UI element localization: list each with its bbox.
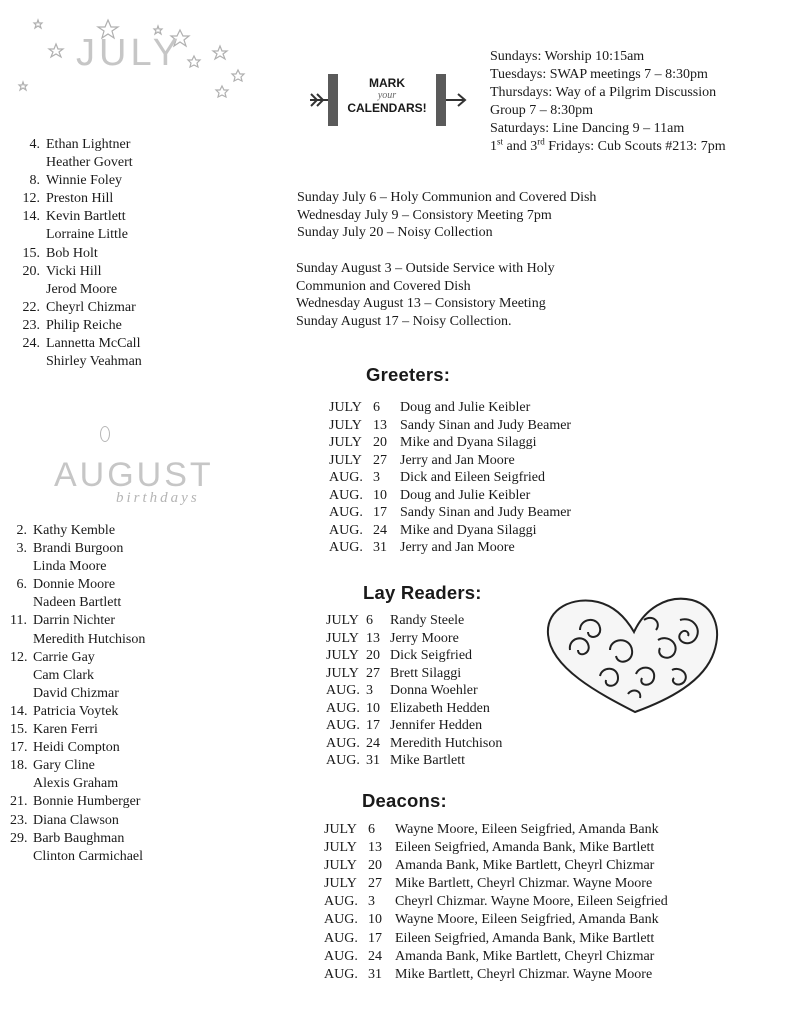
schedule-month: JULY (324, 858, 357, 874)
schedule-names: Mike Bartlett (390, 753, 466, 768)
schedule-row (324, 839, 668, 857)
event-line: Sunday August 17 – Noisy Collection. (296, 313, 512, 329)
event-line: Communion and Covered Dish (296, 278, 471, 294)
schedule-sundays: Sundays: Worship 10:15am (490, 49, 645, 64)
birthday-name: Vicki Hill (46, 263, 102, 279)
birthday-day (10, 631, 27, 649)
birthday-day: 4. (29, 137, 40, 152)
schedule-row (329, 539, 571, 557)
schedule-month: AUG. (326, 735, 360, 751)
fridays-sup-st: st (497, 136, 504, 147)
schedule-month: JULY (324, 876, 357, 892)
schedule-row (326, 630, 502, 648)
birthday-name: Preston Hill (46, 191, 114, 207)
birthday-row (18, 281, 142, 299)
schedule-month: AUG. (326, 683, 360, 698)
birthday-row (10, 739, 145, 757)
schedule-day: 20 (368, 858, 382, 874)
schedule-names: Dick Seigfried (390, 648, 473, 663)
schedule-day: 10 (366, 700, 380, 716)
schedule-day: 24 (368, 948, 382, 964)
birthday-row (10, 685, 145, 703)
event-line: Wednesday August 13 – Consistory Meeting (296, 296, 546, 311)
birthday-name: Ethan Lightner (46, 137, 131, 152)
birthday-name: Cam Clark (33, 667, 95, 683)
birthday-row (10, 522, 145, 540)
schedule-month: JULY (326, 613, 359, 628)
birthday-name: Donnie Moore (33, 577, 116, 593)
schedule-row (326, 717, 502, 735)
schedule-row (329, 452, 571, 470)
schedule-day: 6 (366, 613, 373, 628)
badge-line-mark: MARK (369, 76, 405, 90)
birthday-row (10, 721, 145, 739)
birthday-day: 24. (22, 336, 40, 352)
lay-readers-heading: Lay Readers: (363, 582, 482, 603)
schedule-row (329, 434, 571, 452)
weekly-schedule (490, 48, 726, 156)
birthday-name: Patricia Voytek (33, 703, 119, 719)
schedule-month: AUG. (329, 522, 363, 538)
july-birthday-list (18, 136, 142, 371)
schedule-row (329, 417, 571, 435)
schedule-day: 13 (373, 417, 387, 433)
schedule-names: Wayne Moore, Eileen Seigfried, Amanda Bank (395, 912, 659, 928)
birthday-day: 6. (16, 577, 27, 593)
august-subtitle: birthdays (116, 490, 200, 506)
birthday-name: Bonnie Humberger (33, 794, 141, 810)
birthday-row (18, 154, 142, 172)
birthday-name: Lannetta McCall (46, 336, 141, 352)
schedule-names: Wayne Moore, Eileen Seigfried, Amanda Bank (395, 822, 659, 837)
birthday-day (18, 353, 40, 371)
birthday-name: Winnie Foley (46, 173, 123, 189)
august-events (296, 260, 555, 330)
schedule-row (326, 752, 502, 770)
schedule-day: 27 (373, 452, 387, 468)
birthday-name: Jerod Moore (46, 281, 118, 297)
birthday-row (10, 540, 145, 558)
birthday-row (18, 353, 142, 371)
birthday-name: Gary Cline (33, 758, 95, 774)
birthday-row (18, 299, 142, 317)
schedule-names: Jerry and Jan Moore (400, 540, 515, 555)
schedule-names: Cheyrl Chizmar. Wayne Moore, Eileen Seigfried (395, 894, 668, 910)
birthday-name: Nadeen Bartlett (33, 595, 122, 611)
birthday-name: David Chizmar (33, 685, 119, 701)
birthday-row (10, 757, 145, 775)
schedule-names: Sandy Sinan and Judy Beamer (400, 505, 572, 520)
schedule-names: Donna Woehler (390, 683, 478, 698)
schedule-names: Jerry and Jan Moore (400, 452, 515, 468)
schedule-month: JULY (329, 400, 362, 415)
schedule-row (326, 735, 502, 753)
schedule-month: AUG. (329, 540, 363, 555)
schedule-thursdays: Thursdays: Way of a Pilgrim Discussion (490, 85, 717, 100)
birthday-row (10, 576, 145, 594)
schedule-day: 6 (373, 400, 380, 415)
deacons-heading: Deacons: (362, 790, 447, 811)
birthday-day: 23. (22, 317, 40, 333)
schedule-day: 10 (368, 912, 382, 928)
birthday-name: Shirley Veahman (46, 354, 142, 370)
birthday-day (10, 594, 27, 612)
birthday-day: 23. (10, 812, 28, 828)
birthday-name: Lorraine Little (46, 227, 129, 243)
schedule-row (324, 948, 668, 966)
schedule-day: 17 (366, 718, 380, 733)
birthday-row (18, 226, 142, 244)
schedule-month: AUG. (324, 930, 358, 946)
schedule-names: Mike Bartlett, Cheyrl Chizmar. Wayne Moore (395, 966, 653, 982)
schedule-day: 13 (366, 630, 380, 646)
schedule-names: Elizabeth Hedden (390, 700, 490, 716)
fridays-sup-rd: rd (537, 136, 545, 147)
schedule-row (329, 522, 571, 540)
schedule-names: Amanda Bank, Mike Bartlett, Cheyrl Chizmar (395, 858, 655, 874)
greeters-heading: Greeters: (366, 364, 451, 385)
birthday-day: 3. (16, 541, 27, 557)
schedule-day: 6 (368, 822, 375, 837)
birthday-day: 22. (22, 299, 40, 315)
schedule-month: JULY (326, 665, 359, 681)
schedule-thursdays-cont: Group 7 – 8:30pm (490, 103, 594, 118)
schedule-row (324, 930, 668, 948)
birthday-name: Diana Clawson (33, 812, 119, 828)
birthday-name: Karen Ferri (33, 722, 98, 738)
schedule-row (329, 469, 571, 487)
schedule-day: 31 (366, 753, 380, 768)
schedule-day: 27 (368, 876, 382, 892)
heart-doodle (540, 590, 725, 720)
birthday-row (18, 263, 142, 281)
event-line: Sunday August 3 – Outside Service with Holy (296, 261, 555, 276)
schedule-row (326, 682, 502, 700)
schedule-month: AUG. (326, 700, 360, 716)
august-header (4, 418, 254, 518)
birthday-row (10, 793, 145, 811)
schedule-names: Eileen Seigfried, Amanda Bank, Mike Bartlett (395, 930, 655, 946)
schedule-tuesdays: Tuesdays: SWAP meetings 7 – 8:30pm (490, 67, 708, 82)
birthday-day: 14. (22, 209, 40, 225)
birthday-row (18, 245, 142, 263)
birthday-day (18, 281, 40, 299)
birthday-day (18, 154, 40, 172)
schedule-day: 20 (366, 648, 380, 663)
birthday-day (10, 775, 27, 793)
birthday-day: 12. (22, 191, 40, 207)
schedule-names: Jennifer Hedden (390, 718, 483, 733)
schedule-day: 20 (373, 435, 387, 450)
schedule-month: AUG. (324, 912, 358, 928)
schedule-month: AUG. (324, 948, 358, 964)
birthday-day: 17. (10, 740, 28, 756)
schedule-day: 24 (366, 735, 380, 751)
birthday-row (10, 558, 145, 576)
schedule-row (324, 966, 668, 984)
event-line: Wednesday July 9 – Consistory Meeting 7pm (297, 207, 552, 223)
schedule-month: JULY (324, 840, 357, 856)
birthday-day: 15. (22, 245, 40, 261)
birthday-row (10, 612, 145, 630)
birthday-name: Heidi Compton (33, 740, 120, 756)
birthday-row (18, 172, 142, 190)
greeters-list (329, 399, 571, 557)
mark-calendars-badge (308, 72, 468, 128)
schedule-day: 3 (373, 470, 380, 485)
badge-line-your: your (377, 90, 397, 101)
birthday-day (10, 685, 27, 703)
schedule-day: 17 (368, 930, 382, 946)
schedule-names: Randy Steele (390, 613, 465, 628)
schedule-row (329, 487, 571, 505)
birthday-day: 11. (10, 613, 27, 629)
schedule-day: 13 (368, 840, 382, 856)
schedule-row (326, 612, 502, 630)
schedule-fridays (490, 138, 726, 156)
birthday-day: 2. (16, 523, 27, 538)
birthday-row (10, 649, 145, 667)
birthday-row (10, 667, 145, 685)
birthday-day: 29. (10, 830, 28, 846)
schedule-day: 24 (373, 522, 387, 538)
birthday-day: 14. (10, 703, 28, 719)
schedule-row (326, 647, 502, 665)
birthday-name: Carrie Gay (33, 649, 95, 665)
event-line: Sunday July 20 – Noisy Collection (297, 225, 493, 240)
schedule-day: 17 (373, 505, 387, 520)
august-title: AUGUST (54, 456, 214, 494)
birthday-day: 15. (10, 722, 28, 738)
schedule-day: 27 (366, 665, 380, 681)
july-header (8, 8, 248, 98)
birthday-name: Bob Holt (46, 245, 98, 261)
lay-readers-list (326, 612, 502, 770)
birthday-row (10, 830, 145, 848)
birthday-name: Kathy Kemble (33, 523, 116, 538)
schedule-month: JULY (324, 822, 357, 837)
schedule-row (329, 504, 571, 522)
birthday-row (18, 317, 142, 335)
birthday-day (10, 848, 27, 866)
birthday-name: Barb Baughman (33, 830, 125, 846)
birthday-name: Cheyrl Chizmar (46, 299, 136, 315)
schedule-day: 10 (373, 487, 387, 503)
birthday-name: Clinton Carmichael (33, 848, 144, 864)
schedule-month: JULY (329, 417, 362, 433)
schedule-names: Doug and Julie Keibler (400, 487, 531, 503)
balloon-icon (100, 426, 110, 442)
birthday-name: Linda Moore (33, 559, 107, 575)
birthday-row (10, 812, 145, 830)
birthday-row (10, 848, 145, 866)
birthday-day (18, 226, 40, 244)
schedule-names: Dick and Eileen Seigfried (400, 470, 546, 485)
schedule-month: JULY (329, 435, 362, 450)
july-events (297, 189, 596, 242)
schedule-month: AUG. (324, 894, 358, 910)
schedule-day: 31 (373, 540, 387, 555)
schedule-names: Mike and Dyana Silaggi (400, 522, 537, 538)
birthday-day: 8. (29, 173, 40, 189)
birthday-day (10, 667, 27, 685)
schedule-names: Sandy Sinan and Judy Beamer (400, 417, 572, 433)
birthday-row (18, 136, 142, 154)
birthday-day (10, 558, 27, 576)
birthday-row (10, 594, 145, 612)
schedule-month: AUG. (326, 718, 360, 733)
schedule-day: 3 (368, 894, 375, 910)
schedule-names: Doug and Julie Keibler (400, 400, 531, 415)
schedule-names: Jerry Moore (390, 630, 459, 646)
schedule-row (324, 857, 668, 875)
schedule-names: Mike Bartlett, Cheyrl Chizmar. Wayne Moore (395, 876, 653, 892)
schedule-row (324, 821, 668, 839)
schedule-saturdays: Saturdays: Line Dancing 9 – 11am (490, 121, 685, 136)
july-title: JULY (76, 32, 183, 74)
fridays-and: and 3 (503, 139, 538, 154)
birthday-row (10, 775, 145, 793)
birthday-day: 18. (10, 758, 28, 774)
schedule-month: AUG. (329, 505, 363, 520)
schedule-names: Mike and Dyana Silaggi (400, 435, 537, 450)
badge-line-calendars: CALENDARS! (347, 101, 427, 115)
birthday-name: Philip Reiche (46, 317, 122, 333)
schedule-row (324, 893, 668, 911)
schedule-month: JULY (329, 452, 362, 468)
birthday-name: Meredith Hutchison (33, 631, 146, 647)
fridays-rest: Fridays: Cub Scouts #213: 7pm (544, 139, 726, 154)
august-birthday-list (10, 522, 145, 866)
swirl-heart-icon (540, 590, 725, 720)
schedule-day: 31 (368, 966, 382, 982)
schedule-row (324, 875, 668, 893)
birthday-row (10, 631, 145, 649)
birthday-name: Darrin Nichter (33, 613, 116, 629)
schedule-month: AUG. (329, 470, 363, 485)
schedule-names: Brett Silaggi (390, 665, 462, 681)
schedule-row (326, 665, 502, 683)
fridays-first: 1 (490, 139, 497, 154)
schedule-names: Amanda Bank, Mike Bartlett, Cheyrl Chizmar (395, 948, 655, 964)
birthday-row (18, 208, 142, 226)
event-line: Sunday July 6 – Holy Communion and Covered Dish (297, 190, 597, 205)
schedule-month: JULY (326, 648, 359, 663)
birthday-name: Alexis Graham (33, 776, 119, 792)
birthday-day: 21. (10, 794, 28, 810)
schedule-month: JULY (326, 630, 359, 646)
birthday-name: Brandi Burgoon (33, 541, 124, 557)
deacons-list (324, 821, 668, 984)
birthday-row (10, 703, 145, 721)
birthday-row (18, 335, 142, 353)
birthday-row (18, 190, 142, 208)
birthday-day: 12. (10, 649, 28, 665)
birthday-name: Heather Govert (46, 155, 133, 171)
schedule-row (329, 399, 571, 417)
schedule-row (326, 700, 502, 718)
schedule-names: Meredith Hutchison (390, 735, 503, 751)
birthday-day: 20. (22, 263, 40, 279)
schedule-month: AUG. (324, 966, 358, 982)
schedule-day: 3 (366, 683, 373, 698)
schedule-row (324, 911, 668, 929)
schedule-month: AUG. (326, 753, 360, 768)
schedule-names: Eileen Seigfried, Amanda Bank, Mike Bartlett (395, 840, 655, 856)
birthday-name: Kevin Bartlett (46, 209, 126, 225)
schedule-month: AUG. (329, 487, 363, 503)
